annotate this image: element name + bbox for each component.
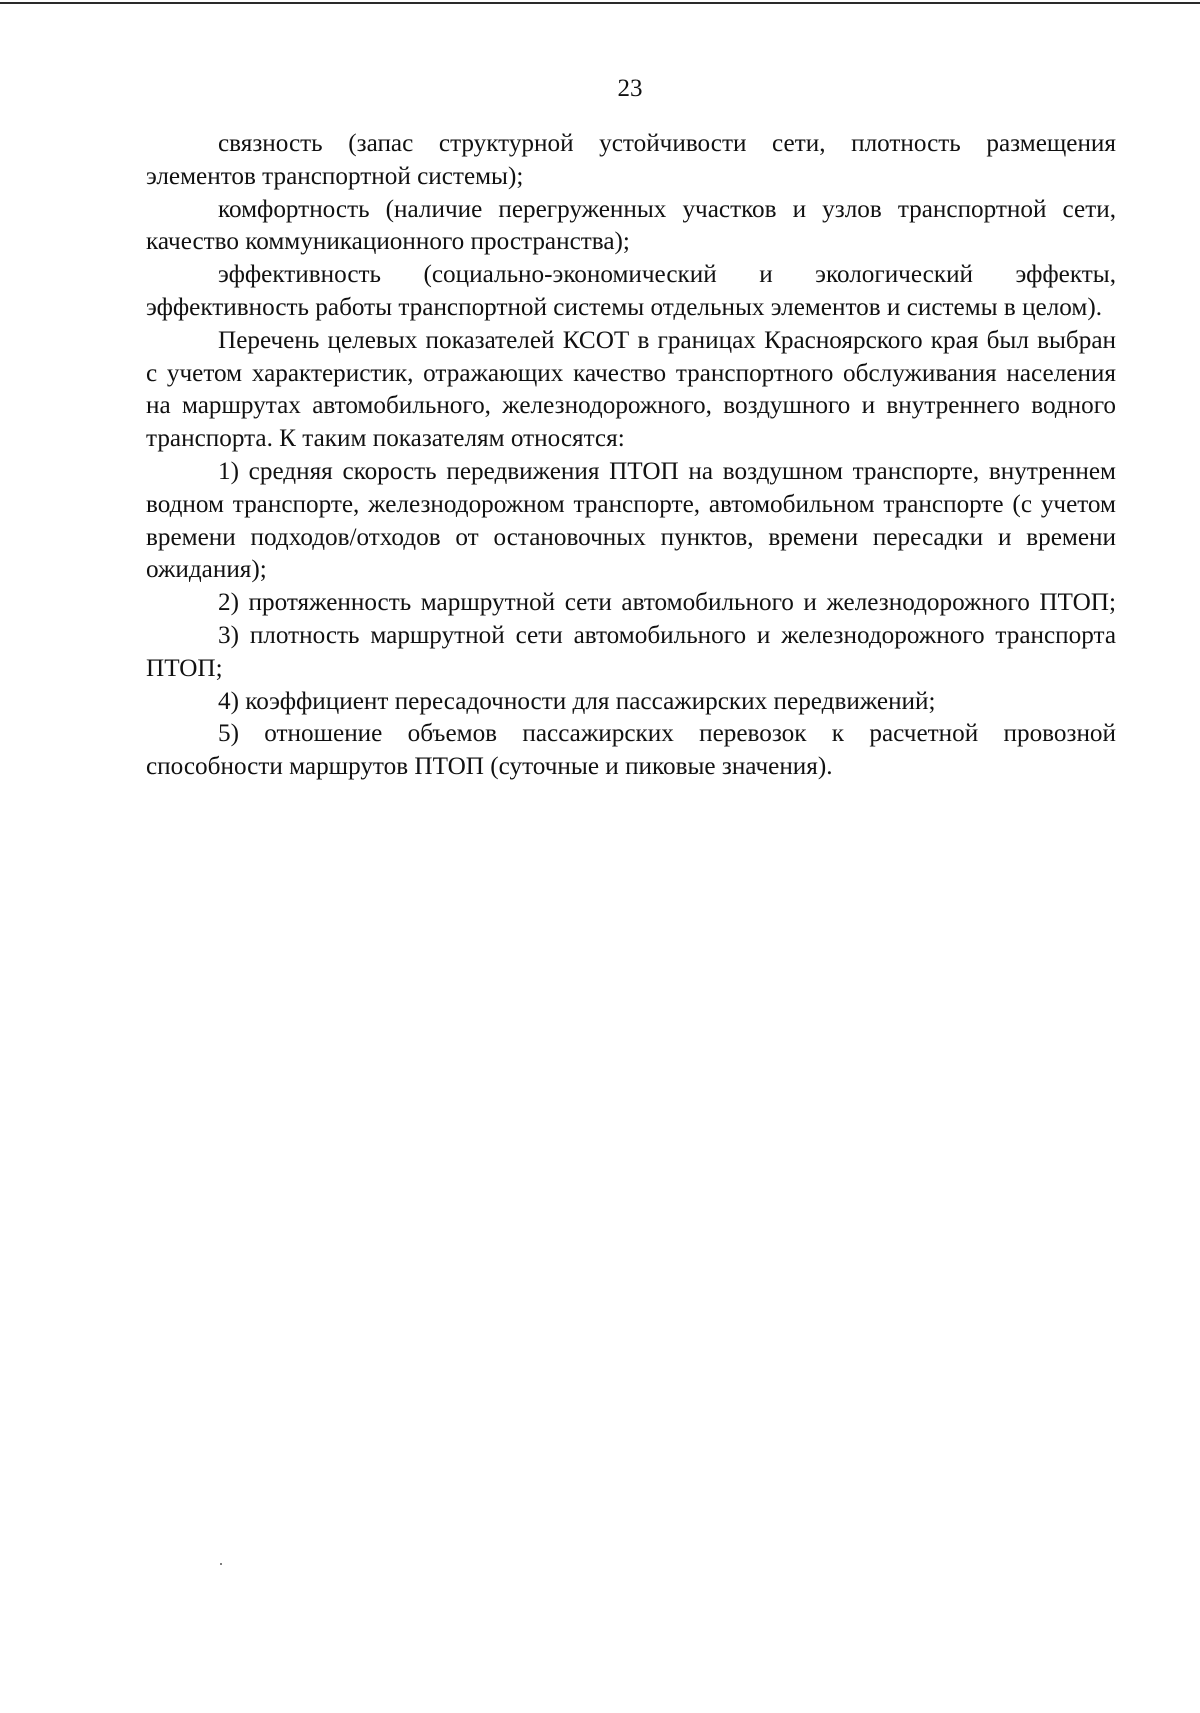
scan-speck <box>220 1563 222 1565</box>
paragraph-comfort: комфортность (наличие перегруженных участков и узлов транспортной сети, качество коммуникационного пространства); <box>146 195 1116 256</box>
list-item-2: 2) протяженность маршрутной сети автомобильного и железнодорожного ПТОП; <box>218 589 1116 617</box>
page-number: 23 <box>617 75 643 102</box>
list-item-3: 3) плотность маршрутной сети автомобильного и железнодорожного транспорта ПТОП; <box>146 621 1116 682</box>
list-item-5: 5) отношение объемов пассажирских перевозок к расчетной провозной способности маршрутов ПТОП (суточные и пиковые значения). <box>146 720 1116 781</box>
paragraph-connectivity: связность (запас структурной устойчивости сети, плотность размещения элементов транспортной системы); <box>146 130 1116 190</box>
list-item-1: 1) средняя скорость передвижения ПТОП на воздушном транспорте, внутреннем водном транспорте, железнодорожном транспорте, автомобильном транспорте (с учетом времени подходов/отходов от остановочных пунктов, времени пересадки и времени ожидания); <box>146 457 1116 584</box>
body-text <box>146 128 1116 784</box>
scan-top-edge-line <box>0 2 1200 4</box>
paragraph-efficiency: эффективность (социально-экономический и экологический эффекты, эффективность работы транспортной системы отдельных элементов и системы в целом). <box>146 261 1116 321</box>
list-item-4: 4) коэффициент пересадочности для пассажирских передвижений; <box>218 687 936 715</box>
paragraph-indicators-intro: Перечень целевых показателей КСОТ в границах Красноярского края был выбран с учетом характеристик, отражающих качество транспортного обслуживания населения на маршрутах автомобильного, железнодорожного, воздушного и внутреннего водного транспорта. К таким показателям относятся: <box>146 326 1116 453</box>
